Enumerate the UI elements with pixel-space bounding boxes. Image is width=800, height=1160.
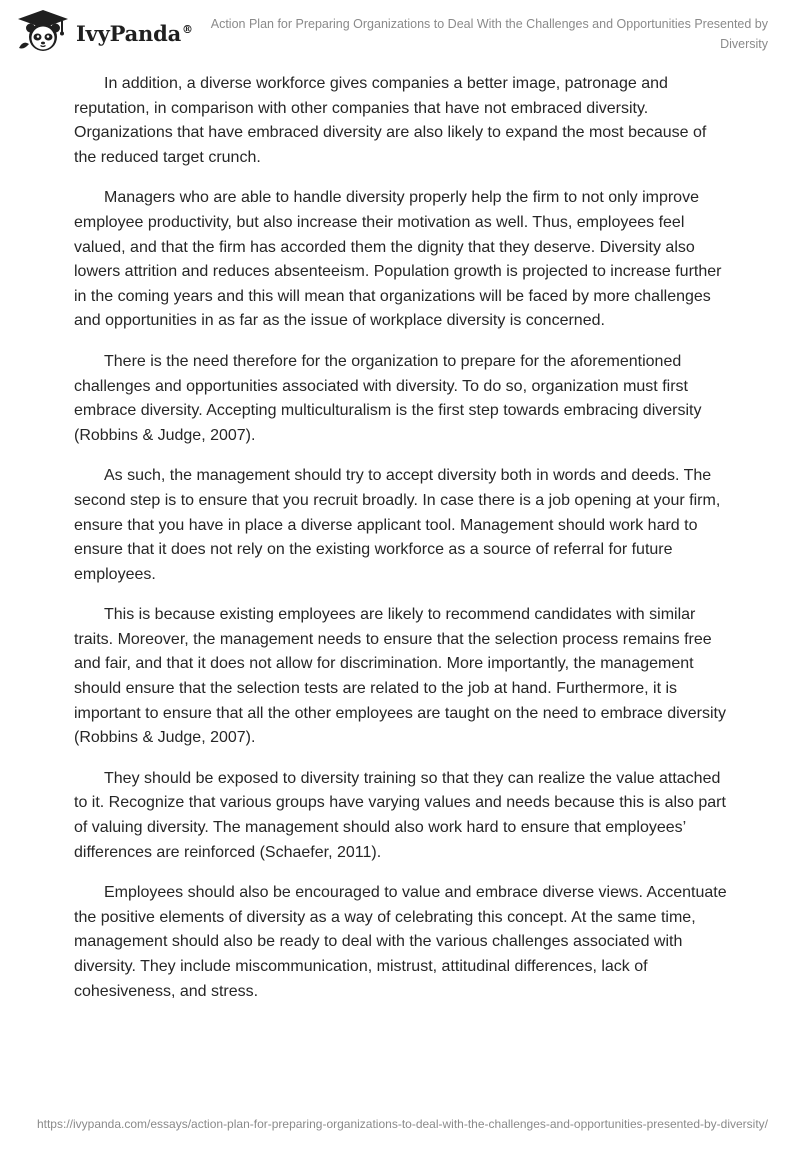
essay-body	[74, 72, 730, 1020]
source-url[interactable]: https://ivypanda.com/essays/action-plan-for-preparing-organizations-to-deal-with-the-challenges-and-opportunities-presented-by-diversity/	[36, 1117, 768, 1131]
body-paragraph: In addition, a diverse workforce gives companies a better image, patronage and reputation, in comparison with other companies that have not embraced diversity. Organizations that have embraced diversity are also likely to expand the most because of the reduced target crunch.	[74, 75, 707, 166]
document-title: Action Plan for Preparing Organizations to Deal With the Challenges and Opportunities Presented by Diversity	[210, 17, 768, 51]
body-paragraph: Managers who are able to handle diversity properly help the firm to not only improve employee productivity, but also increase their motivation as well. Thus, employees feel valued, and that the firm has accorded them the dignity that they deserve. Diversity also lowers attrition and reduces absenteeism. Population growth is projected to increase further in the coming years and this will mean that organizations will be faced by more challenges and opportunities in as far as the issue of workplace diversity is concerned.	[74, 189, 722, 330]
body-paragraph: Employees should also be encouraged to value and embrace diverse views. Accentuate the positive elements of diversity as a way of celebrating this concept. At the same time, management should also be ready to deal with the various challenges associated with diversity. They include miscommunication, mistrust, attitudinal differences, lack of cohesiveness, and stress.	[74, 884, 727, 1000]
registered-mark: ®	[182, 22, 193, 36]
logo-wordmark: IvyPanda®	[76, 20, 193, 46]
body-paragraph: This is because existing employees are likely to recommend candidates with similar traits. Moreover, the management needs to ensure that the selection process remains free and fair, and that it does not allow for discrimination. More importantly, the management should ensure that the selection tests are related to the job at hand. Furthermore, it is important to ensure that all the other employees are taught on the need to embrace diversity (Robbins & Judge, 2007).	[74, 606, 726, 747]
body-paragraph: There is the need therefore for the organization to prepare for the aforementioned challenges and opportunities associated with diversity. To do so, organization must first embrace diversity. Accepting multiculturalism is the first step towards embracing diversity (Robbins & Judge, 2007).	[74, 352, 702, 444]
panda-graduation-icon	[14, 8, 72, 54]
page-header	[0, 0, 800, 60]
body-paragraph: They should be exposed to diversity training so that they can realize the value attached to it. Recognize that various groups have varying values and needs because this is also part of valuing diversity. The management should also work hard to ensure that employees’ differences are reinforced (Schaefer, 2011).	[74, 769, 726, 861]
body-paragraph: As such, the management should try to accept diversity both in words and deeds. The second step is to ensure that you recruit broadly. In case there is a job opening at your firm, ensure that you have in place a diverse applicant tool. Management should work hard to ensure that it does not rely on the existing workforce as a source of referral for future employees.	[74, 467, 721, 583]
ivypanda-logo[interactable]	[14, 8, 193, 54]
